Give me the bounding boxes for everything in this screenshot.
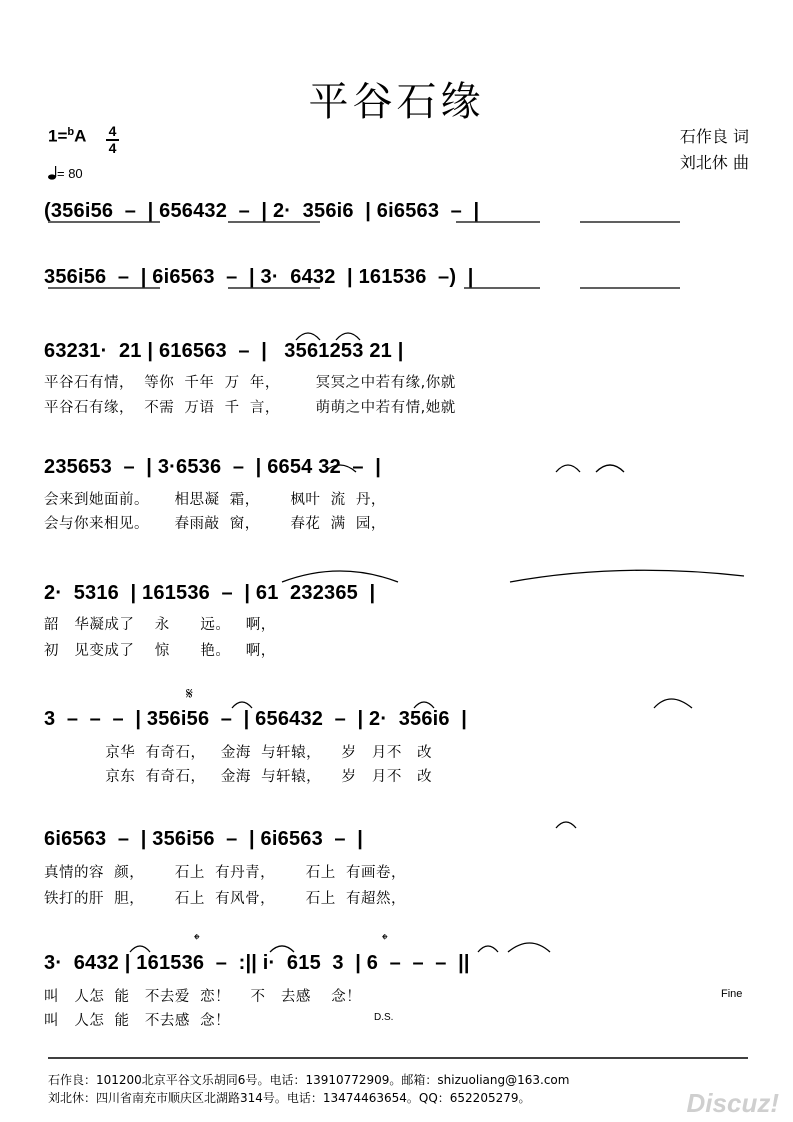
page-title: 平谷石缘 xyxy=(308,79,485,125)
score-system-7: 6i6563 – | 356i56 – | 6i6563 – | xyxy=(44,828,364,850)
key-signature: 1=$^b$A xyxy=(48,126,87,146)
score-system-8: 3· 6432 | 161536 – :|| i· 615 3 | 6 – – – || xyxy=(44,952,470,974)
slur xyxy=(296,333,320,340)
score-system-5: 2· 5316 | 161536 – | 61 232365 | xyxy=(44,582,376,604)
lyric-line: 叫 人怎 能 不去感 念！ xyxy=(44,1013,231,1029)
score-system-1: (356i56 – | 656432 – | 2· 356i6 | 6i6563 – | xyxy=(44,200,480,222)
slur xyxy=(232,702,252,708)
lyricist-credit: 石作良 词 xyxy=(679,127,749,146)
lyric-line: 初 见变成了 惊 艳。 啊， xyxy=(44,643,276,659)
slur xyxy=(282,571,398,582)
lyric-line: 会来到她面前。 相思凝 霜， 枫叶 流 丹， xyxy=(44,492,386,508)
watermark-logo: Discuz! xyxy=(686,1088,779,1118)
slur xyxy=(324,465,356,472)
time-signature-top: 4 xyxy=(108,123,117,139)
fine-mark: Fine xyxy=(721,988,743,1000)
slur xyxy=(508,943,550,952)
slur xyxy=(270,946,294,952)
composer-credit: 刘北休 曲 xyxy=(679,153,749,172)
slur xyxy=(478,946,498,952)
slur xyxy=(556,822,576,828)
slur xyxy=(336,333,360,340)
lyric-line: 平谷石有缘， 不需 万语 千 言， 萌萌之中若有情,她就 xyxy=(44,400,456,416)
lyric-line: 会与你来相见。 春雨敲 窗， 春花 满 园， xyxy=(44,516,386,532)
score-system-6: 3 – – – | 356i56 – | 656432 – | 2· 356i6 | xyxy=(44,708,468,730)
contact-composer: 刘北休：四川省南充市顺庆区北湖路314号。电话：13474463654。QQ：652205279。 xyxy=(48,1091,531,1105)
slur xyxy=(414,702,434,708)
coda-icon: 𝄌 xyxy=(194,930,200,949)
slur xyxy=(654,699,692,708)
lyric-line: 韶 华凝成了 永 远。 啊， xyxy=(44,617,276,633)
score-system-2: 356i56 – | 6i6563 – | 3· 6432 | 161536 –) | xyxy=(44,266,474,288)
lyric-line: 京华 有奇石， 金海 与轩辕， 岁 月不 改 xyxy=(44,745,433,761)
segno-icon: 𝄋 xyxy=(186,684,193,703)
ds-mark: D.S. xyxy=(374,1012,394,1023)
score-system-4: 235653 – | 3·6536 – | 6654 32 – | xyxy=(44,456,382,478)
coda-icon: 𝄌 xyxy=(382,930,388,949)
contact-lyricist: 石作良：101200北京平谷文乐胡同6号。电话：13910772909。邮箱：shizuoliang@163.com xyxy=(48,1073,570,1087)
slur xyxy=(130,946,150,952)
lyric-line: 真情的容 颜， 石上 有丹青， 石上 有画卷， xyxy=(44,865,406,881)
slur xyxy=(510,570,744,582)
lyric-line: 铁打的肝 胆， 石上 有风骨， 石上 有超然， xyxy=(44,891,406,907)
lyric-line: 叫 人怎 能 不去爱 恋！ 不 去感 念！ xyxy=(44,989,362,1005)
time-signature-bottom: 4 xyxy=(108,140,117,156)
score-system-3: 63231· 21 | 616563 – | 3561253 21 | xyxy=(44,340,404,362)
lyric-line: 平谷石有情， 等你 千年 万 年， 冥冥之中若有缘,你就 xyxy=(44,375,456,391)
tempo-marking: = 80 xyxy=(48,166,83,181)
slur xyxy=(596,465,624,472)
slur xyxy=(556,465,580,472)
lyric-line: 京东 有奇石， 金海 与轩辕， 岁 月不 改 xyxy=(44,769,433,785)
